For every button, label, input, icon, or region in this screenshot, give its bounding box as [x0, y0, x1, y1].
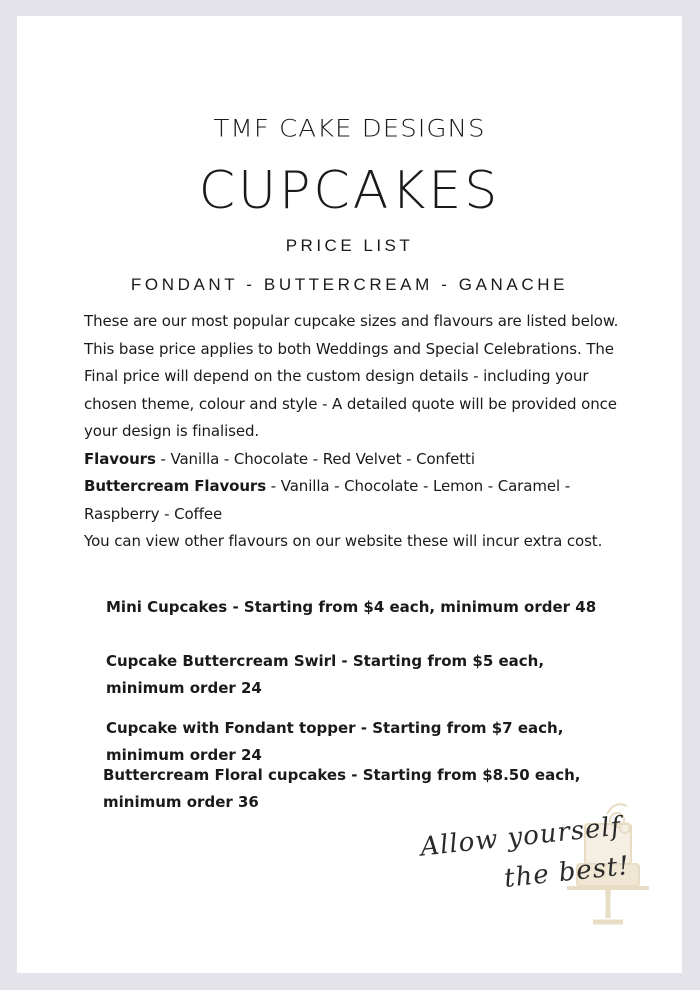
buttercream-flavours-label: Buttercream Flavours [84, 477, 267, 495]
other-flavours-note: You can view other flavours on our website these will incur extra cost. [84, 532, 603, 550]
price-list-subtitle: PRICE LIST [285, 236, 414, 255]
price-item-floral-cupcakes: Buttercream Floral cupcakes - Starting from $8.50 each, minimum order 36 [103, 766, 581, 811]
price-item-fondant-topper: Cupcake with Fondant topper - Starting from $7 each, minimum order 24 [106, 719, 564, 764]
page-title: CUPCAKES [198, 161, 501, 221]
price-item-mini-cupcakes: Mini Cupcakes - Starting from $4 each, minimum order 48 [106, 598, 597, 616]
price-item-buttercream-swirl: Cupcake Buttercream Swirl - Starting from $5 each, minimum order 24 [106, 652, 545, 697]
flavours-label: Flavours [84, 449, 156, 468]
tagline-line-2: the best! [502, 850, 632, 894]
cake-types: FONDANT - BUTTERCREAM - GANACHE [130, 275, 569, 294]
tagline-line-1: Allow yourself [418, 811, 623, 863]
flavours-list: - Vanilla - Chocolate - Red Velvet - Confetti [155, 449, 475, 468]
price-list-page [17, 16, 682, 973]
intro-paragraph: These are our most popular cupcake sizes and flavours are listed below. This base price applies to both Weddings and Special Celebrations. The Final price will depend on the custom design details - including your chosen theme, colour and style - A detailed quote will be provided once your design is finalised. [84, 312, 619, 440]
brand-name: TMF CAKE DESIGNS [213, 115, 486, 143]
buttercream-flavours-list: - Vanilla - Chocolate - Lemon - Caramel - Raspberry - Coffee [84, 477, 571, 523]
